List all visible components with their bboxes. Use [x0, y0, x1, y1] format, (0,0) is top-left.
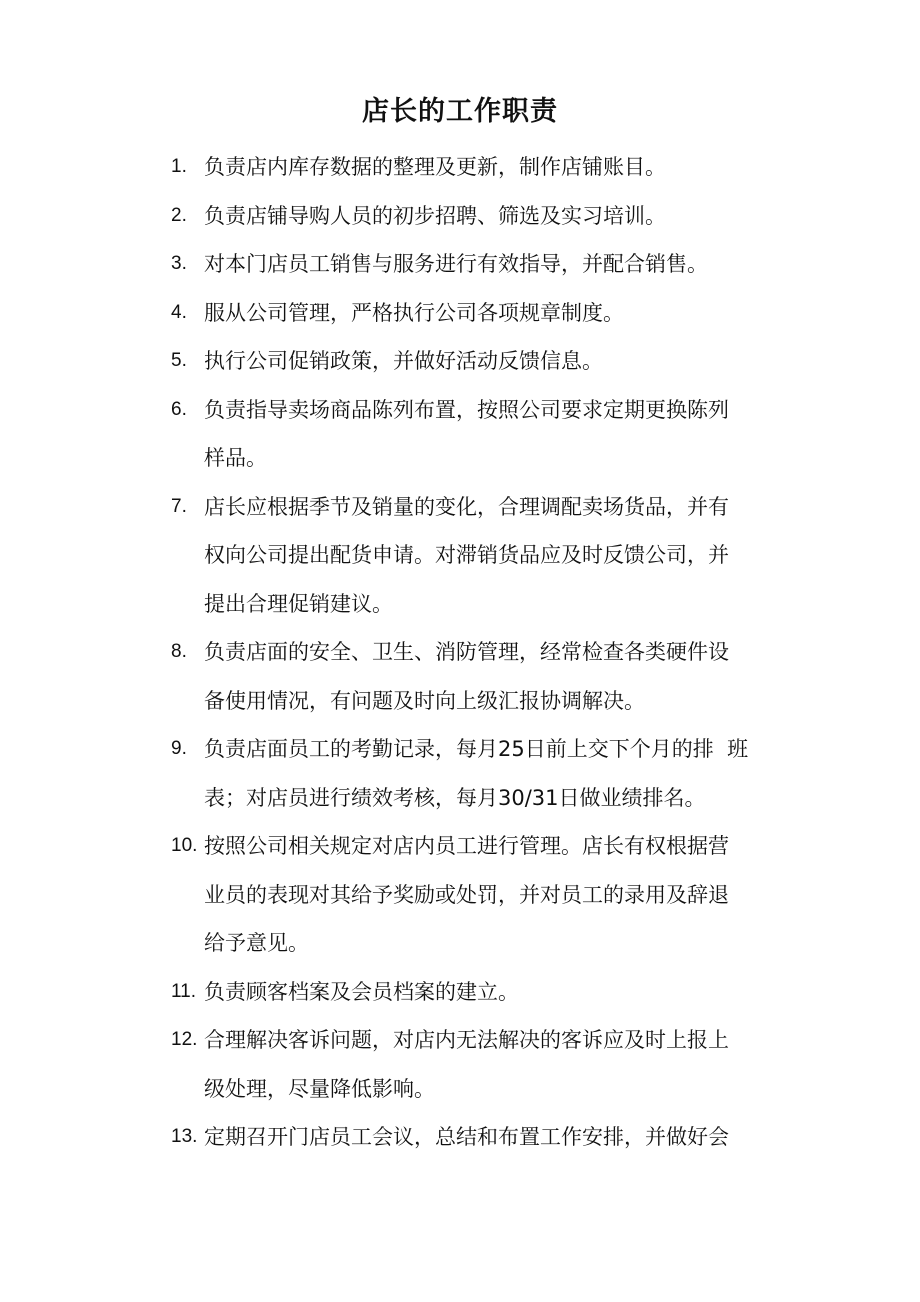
- list-item: [171, 822, 791, 968]
- list-item: [171, 1016, 791, 1113]
- document-title: 店长的工作职责: [362, 96, 558, 127]
- list-item: [171, 725, 791, 822]
- list-item: [171, 968, 791, 1017]
- list-item-number: 7.: [171, 495, 187, 517]
- list-item-number: 3.: [171, 253, 187, 274]
- list-item-text-line: 服从公司管理，严格执行公司各项规章制度。: [204, 300, 624, 325]
- list-item-text-line: 负责顾客档案及会员档案的建立。: [204, 979, 519, 1004]
- list-item-text-line: 给予意见。: [204, 931, 309, 955]
- list-item-text-line: 负责指导卖场商品陈列布置，按照公司要求定期更换陈列: [204, 397, 729, 422]
- list-item-number: 9.: [171, 738, 187, 759]
- duty-list: [171, 143, 791, 1162]
- list-item-text-line: 表；对店员进行绩效考核，每月30/31日做业绩排名。: [204, 785, 706, 810]
- list-item-number: 12.: [171, 1029, 198, 1050]
- list-item: [171, 628, 791, 725]
- list-item-text-line: 业员的表现对其给予奖励或处罚，并对员工的录用及辞退: [204, 882, 729, 907]
- list-item-text-line: 级处理，尽量降低影响。: [204, 1076, 435, 1101]
- list-item: [171, 483, 791, 629]
- list-item-text-line: 负责店内库存数据的整理及更新，制作店铺账目。: [204, 155, 666, 179]
- list-item-text-line: 负责店铺导购人员的初步招聘、筛选及实习培训。: [204, 203, 666, 228]
- list-item-text-line: 合理解决客诉问题，对店内无法解决的客诉应及时上报上: [204, 1028, 729, 1052]
- list-item-number: 2.: [171, 204, 187, 226]
- list-item: [171, 1113, 791, 1162]
- list-item: [171, 192, 791, 241]
- list-item-number: 6.: [171, 398, 187, 420]
- list-item-number: 5.: [171, 350, 187, 371]
- list-item-text-line: 权向公司提出配货申请。对滞销货品应及时反馈公司，并: [204, 543, 729, 567]
- list-item-number: 1.: [171, 156, 187, 177]
- list-item: [171, 337, 791, 386]
- list-item-text-line: 负责店面的安全、卫生、消防管理，经常检查各类硬件设: [204, 640, 729, 664]
- list-item: [171, 289, 791, 338]
- list-item-text-line: 提出合理促销建议。: [204, 591, 393, 616]
- list-item: [171, 386, 791, 483]
- list-item-number: 10.: [171, 835, 198, 856]
- list-item-text-line: 对本门店员工销售与服务进行有效指导，并配合销售。: [204, 252, 708, 276]
- list-item-text-line: 店长应根据季节及销量的变化，合理调配卖场货品，并有: [204, 494, 729, 519]
- list-item: [171, 143, 791, 192]
- list-item-number: 13.: [171, 1126, 198, 1147]
- list-item-text-line: 按照公司相关规定对店内员工进行管理。店长有权根据营: [204, 834, 729, 858]
- list-item-text-line: 负责店面员工的考勤记录，每月25日前上交下个月的排 班: [204, 737, 749, 761]
- list-item-number: 4.: [171, 301, 187, 323]
- list-item-text-line: 执行公司促销政策，并做好活动反馈信息。: [204, 349, 603, 373]
- list-item-number: 8.: [171, 641, 187, 662]
- list-item-text-line: 备使用情况，有问题及时向上级汇报协调解决。: [204, 688, 645, 713]
- list-item: [171, 240, 791, 289]
- list-item-number: 11.: [171, 980, 197, 1002]
- list-item-text-line: 定期召开门店员工会议，总结和布置工作安排，并做好会: [204, 1125, 729, 1149]
- list-item-text-line: 样品。: [204, 446, 267, 470]
